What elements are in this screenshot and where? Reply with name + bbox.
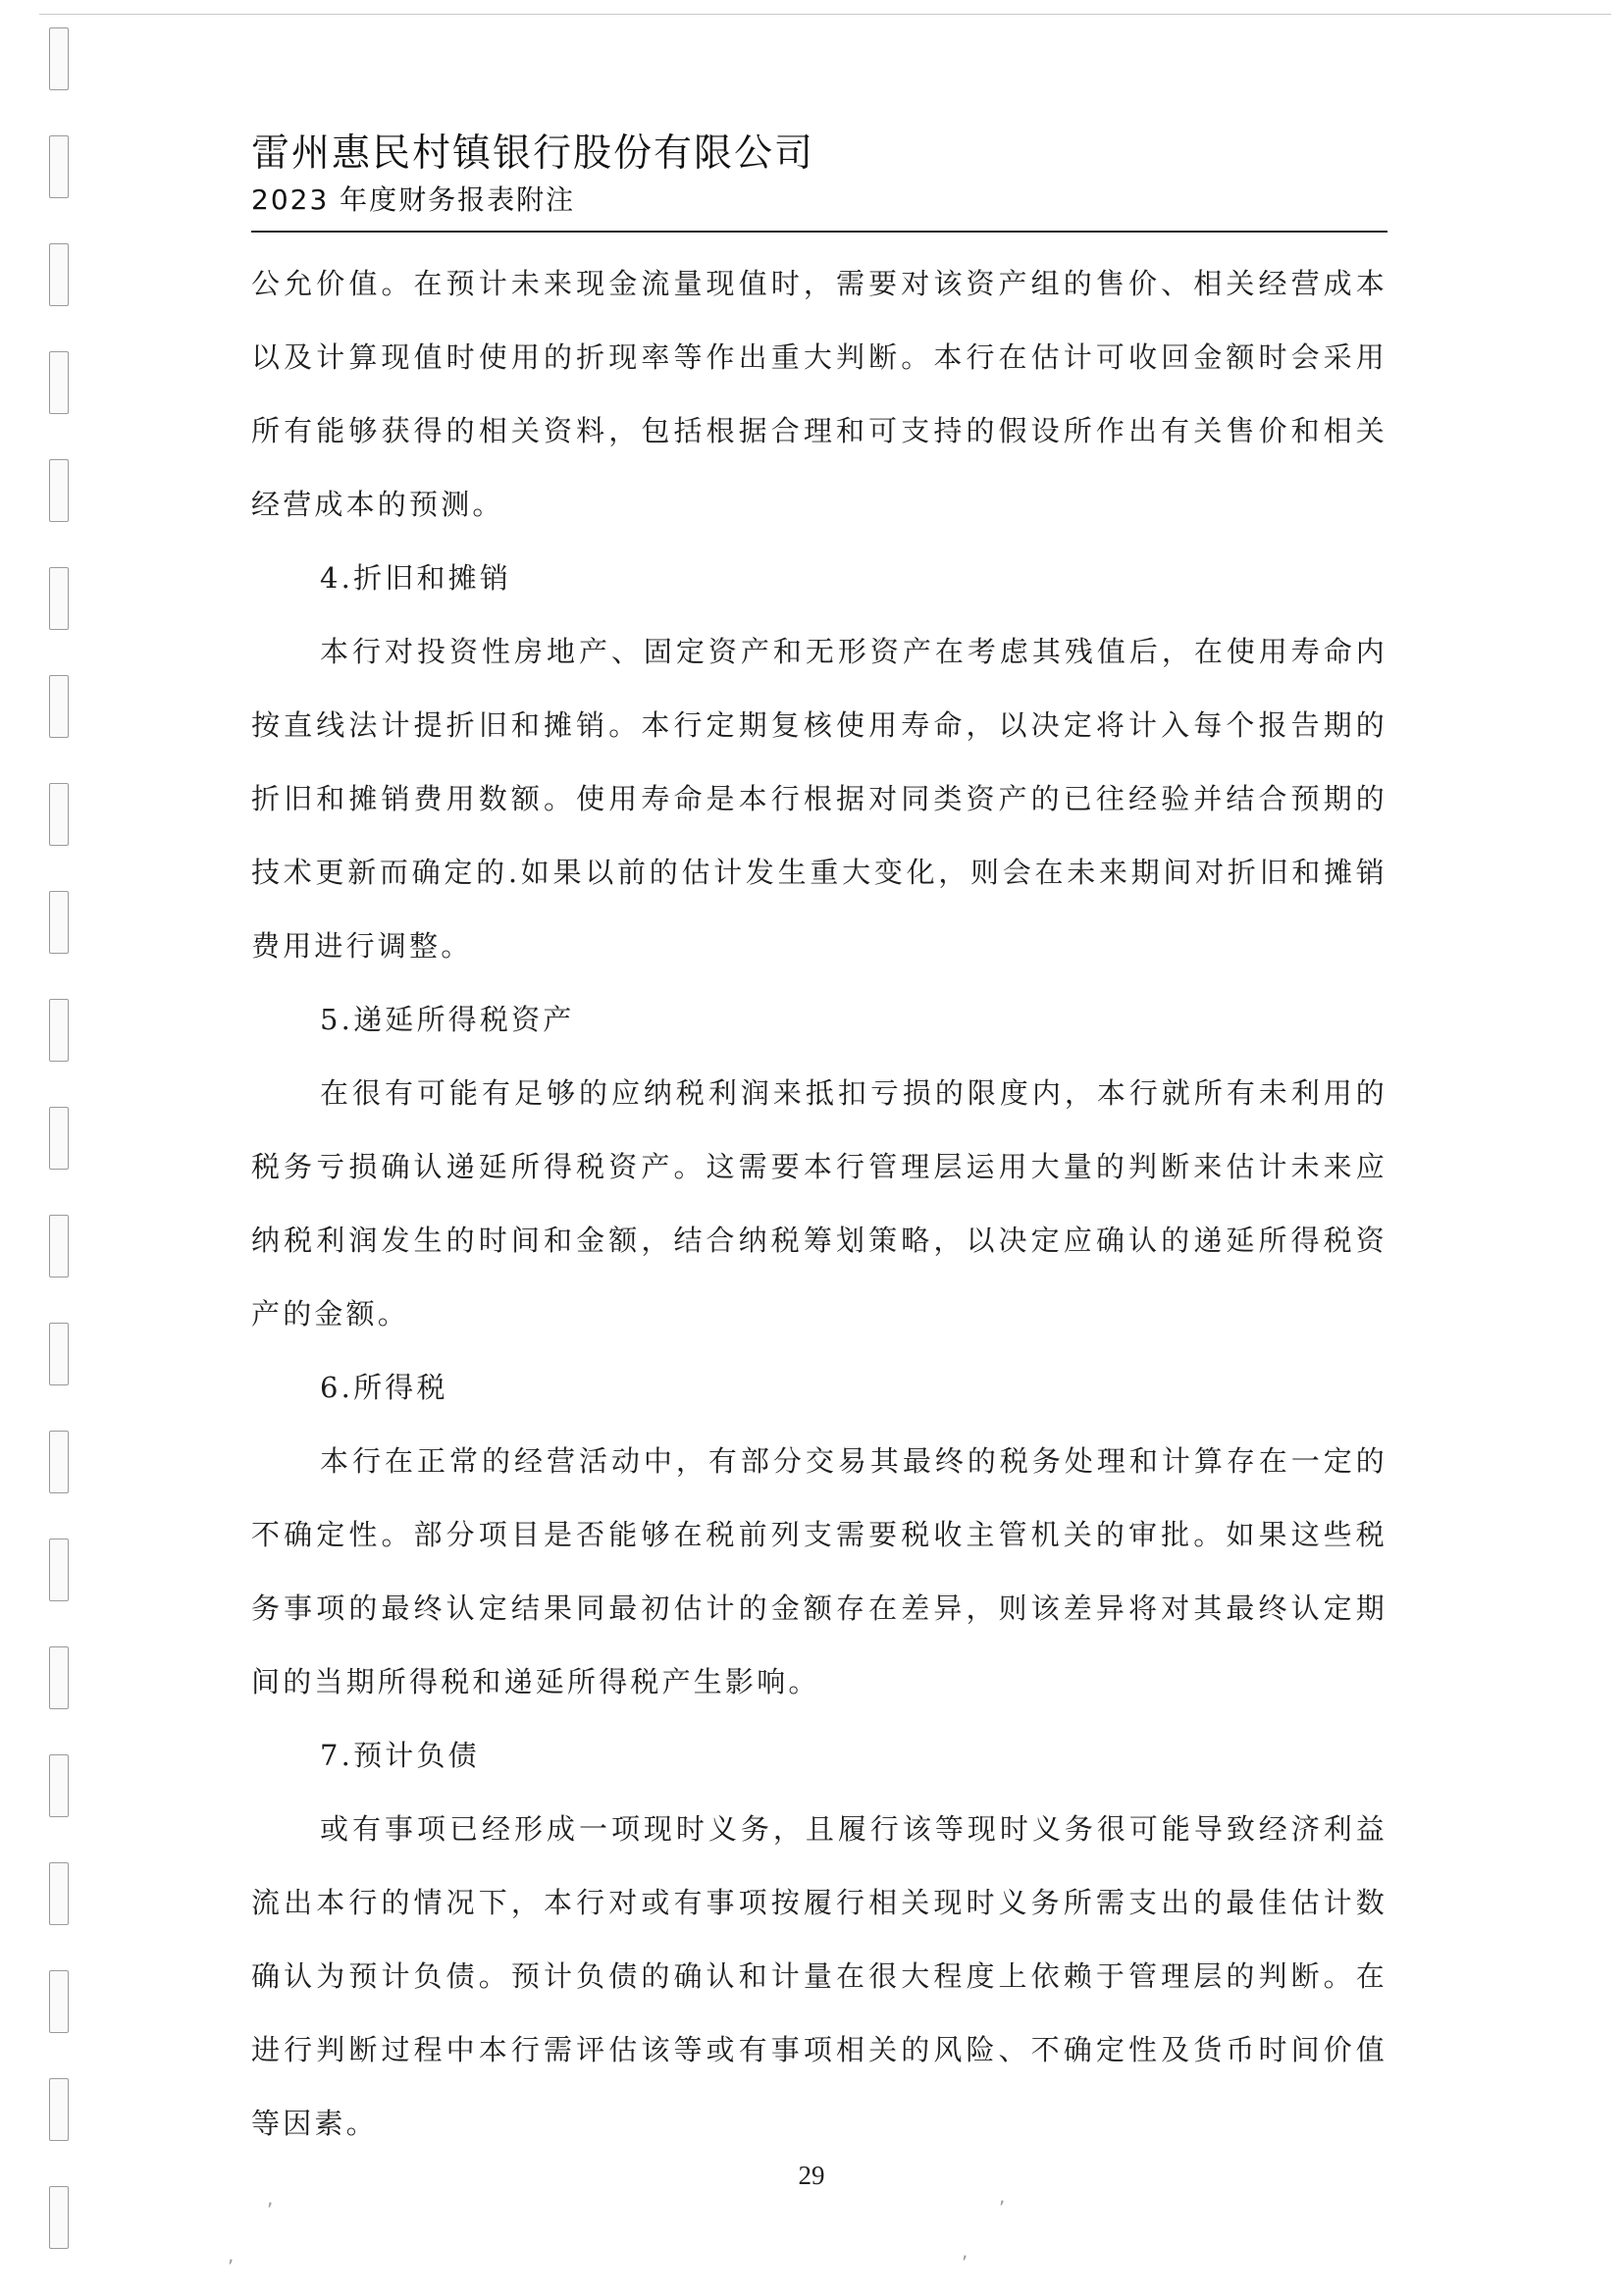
scan-mark: ,	[267, 2186, 274, 2210]
binding-hole	[49, 567, 69, 630]
section-text-provisions: 或有事项已经形成一项现时义务，且履行该等现时义务很可能导致经济利益流出本行的情况下，本行对或有事项按履行相关现时义务所需支出的最佳估计数确认为预计负债。预计负债的确认和计量在很大程度上依赖于管理层的判断。在进行判断过程中本行需评估该等或有事项相关的风险、不确定性及货币时间价值等因素。	[251, 1812, 1387, 2140]
binding-hole	[49, 675, 69, 738]
binding-hole	[49, 1862, 69, 1925]
binding-hole	[49, 459, 69, 522]
binding-hole	[49, 1431, 69, 1493]
section-text-depreciation: 本行对投资性房地产、固定资产和无形资产在考虑其残值后，在使用寿命内按直线法计提折旧和摊销。本行定期复核使用寿命，以决定将计入每个报告期的折旧和摊销费用数额。使用寿命是本行根据对同类资产的已往经验并结合预期的技术更新而确定的.如果以前的估计发生重大变化，则会在未来期间对折旧和摊销费用进行调整。	[251, 635, 1387, 963]
binding-hole	[49, 2078, 69, 2141]
document-header	[251, 128, 1387, 220]
binding-hole	[49, 27, 69, 90]
binding-hole	[49, 783, 69, 846]
section-text-deferred-tax: 在很有可能有足够的应纳税利润来抵扣亏损的限度内，本行就所有未利用的税务亏损确认递延所得税资产。这需要本行管理层运用大量的判断来估计未来应纳税利润发生的时间和金额，结合纳税筹划策略，以决定应确认的递延所得税资产的金额。	[251, 1076, 1387, 1331]
binding-hole	[49, 1754, 69, 1817]
scan-mark: ,	[999, 2184, 1006, 2208]
report-title: 2023 年度财务报表附注	[251, 183, 576, 216]
company-name: 雷州惠民村镇银行股份有限公司	[251, 131, 815, 176]
section-text-income-tax: 本行在正常的经营活动中，有部分交易其最终的税务处理和计算存在一定的不确定性。部分项目是否能够在税前列支需要税收主管机关的审批。如果这些税务事项的最终认定结果同最初估计的金额存在差异，则该差异将对其最终认定期间的当期所得税和递延所得税产生影响。	[251, 1444, 1387, 1698]
page-number: 29	[798, 2161, 825, 2190]
binding-hole	[49, 1215, 69, 1278]
section-heading-income-tax: 6.所得税	[320, 1371, 448, 1404]
section-heading-depreciation: 4.折旧和摊销	[320, 561, 512, 595]
intro-paragraph: 公允价值。在预计未来现金流量现值时，需要对该资产组的售价、相关经营成本以及计算现值时使用的折现率等作出重大判断。本行在估计可收回金额时会采用所有能够获得的相关资料，包括根据合理和可支持的假设所作出有关售价和相关经营成本的预测。	[251, 267, 1387, 521]
binding-hole	[49, 135, 69, 198]
document-body	[251, 247, 1387, 2161]
binding-hole	[49, 1323, 69, 1385]
scan-top-edge	[39, 14, 1611, 15]
binding-hole	[49, 999, 69, 1062]
binding-hole	[49, 2186, 69, 2249]
binding-hole	[49, 891, 69, 954]
binding-hole	[49, 1646, 69, 1709]
binding-hole	[49, 1539, 69, 1601]
section-heading-provisions: 7.预计负债	[320, 1739, 480, 1772]
scan-mark: ,	[962, 2239, 969, 2263]
binding-hole	[49, 1970, 69, 2033]
section-heading-deferred-tax: 5.递延所得税资产	[320, 1003, 575, 1036]
scan-mark: ,	[228, 2243, 235, 2267]
binding-hole	[49, 1107, 69, 1170]
binding-hole	[49, 243, 69, 306]
header-divider	[251, 231, 1387, 233]
binding-hole	[49, 351, 69, 414]
binding-holes	[49, 27, 79, 2296]
